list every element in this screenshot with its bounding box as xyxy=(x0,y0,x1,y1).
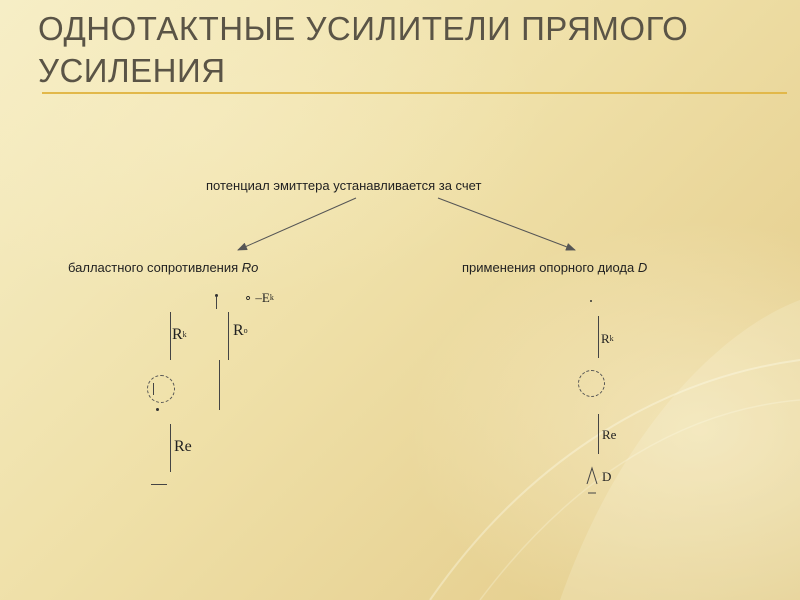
re-label: Re xyxy=(174,438,192,455)
ro-subscript: o xyxy=(243,326,248,335)
left-branch-symbol: Ro xyxy=(241,260,259,275)
rk-subscript: k xyxy=(182,330,187,339)
slide-title: ОДНОТАКТНЫЕ УСИЛИТЕЛИ ПРЯМОГО УСИЛЕНИЯ xyxy=(38,10,689,89)
ro-symbol: R xyxy=(233,322,244,339)
right-branch-symbol: D xyxy=(637,260,648,275)
diode-label: D xyxy=(602,469,612,484)
right-re-label: Re xyxy=(602,427,617,442)
right-rk-subscript: k xyxy=(609,334,614,343)
left-branch-text: балластного сопротивления xyxy=(68,260,242,275)
supply-subscript: k xyxy=(269,293,274,302)
top-caption: потенциал эмиттера устанавливается за счет xyxy=(206,178,482,193)
right-branch-text: применения опорного диода xyxy=(462,260,638,275)
supply-symbol: ∘ –E xyxy=(244,290,270,305)
right-rk-symbol: R xyxy=(601,331,610,346)
rk-symbol: R xyxy=(172,326,183,343)
